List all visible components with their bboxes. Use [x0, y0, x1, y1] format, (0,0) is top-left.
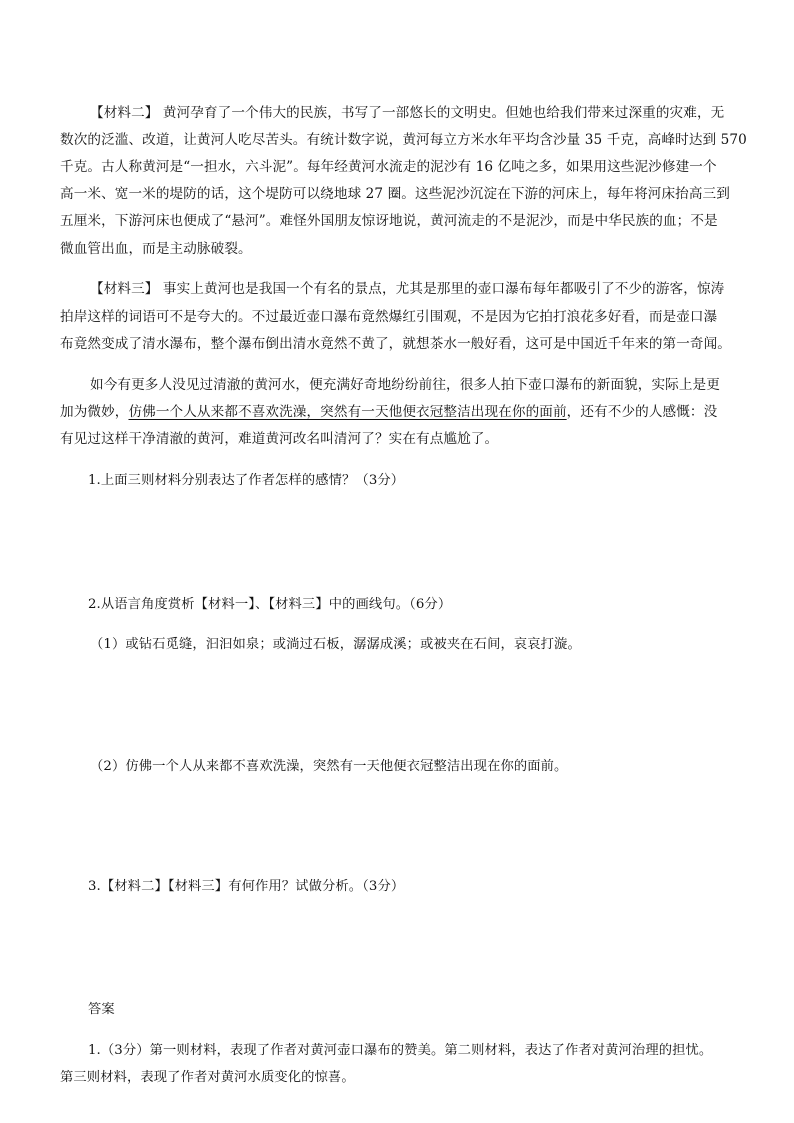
- material3-line-1: 【材料三】 事实上黄河也是我国一个有名的景点，尤其是那里的壶口瀑布每年都吸引了不少的游客，惊涛: [90, 281, 725, 297]
- para2-post-text: ，还有不少的人感慨：没: [566, 404, 718, 420]
- material2-line-6: 微血管出血，而是主动脉破裂。: [60, 241, 252, 257]
- material2-line-5: 五厘米，下游河床也便成了“悬河”。难怪外国朋友惊讶地说，黄河流走的不是泥沙，而是中华民族的血；不是: [60, 213, 718, 229]
- para2-pre-text: 加为微妙，: [60, 404, 129, 420]
- answer-1-line-2: 第三则材料，表现了作者对黄河水质变化的惊喜。: [60, 1070, 355, 1085]
- material2-line-4: 高一米、宽一米的堤防的话，这个堤防可以绕地球 27 圈。这些泥沙沉淀在下游的河床上，每年将河床抬高三到: [60, 186, 730, 202]
- question-1: 1.上面三则材料分别表达了作者怎样的感情？（3分）: [88, 473, 405, 488]
- material3-para2-line-3: 有见过这样干净清澈的黄河，难道黄河改名叫清河了？实在有点尴尬了。: [60, 431, 499, 447]
- question-2: 2.从语言角度赏析【材料一】、【材料三】中的画线句。（6分）: [88, 597, 452, 612]
- question-2-part-1: （1）或钻石觅缝，汩汩如泉；或淌过石板，潺潺成溪；或被夹在石间，哀哀打漩。: [90, 637, 581, 652]
- question-2-part-2: （2）仿佛一个人从来都不喜欢洗澡，突然有一天他便衣冠整洁出现在你的面前。: [90, 759, 568, 774]
- material2-line-2: 数次的泛滥、改道，让黄河人吃尽苦头。有统计数字说，黄河每立方米水年平均含沙量 35 千克，高峰时达到 570: [60, 132, 747, 148]
- material3-line-2: 拍岸这样的词语可不是夸大的。不过最近壶口瀑布竟然爆红引围观，不是因为它拍打浪花多好看，而是壶口瀑: [60, 309, 718, 325]
- answer-1-line-1: 1.（3分）第一则材料，表现了作者对黄河壶口瀑布的赞美。第二则材料，表达了作者对黄河治理的担忧。: [88, 1043, 713, 1058]
- material3-line-3: 布竟然变成了清水瀑布，整个瀑布倒出清水竟然不黄了，就想茶水一般好看，这可是中国近千年来的第一奇闻。: [60, 336, 731, 352]
- material2-line-3: 千克。古人称黄河是“一担水，六斗泥”。每年经黄河水流走的泥沙有 16 亿吨之多，如果用这些泥沙修建一个: [60, 159, 717, 175]
- answers-heading: 答案: [88, 1002, 115, 1017]
- material2-line-1: 【材料二】 黄河孕育了一个伟大的民族，书写了一部悠长的文明史。但她也给我们带来过深重的灾难，无: [90, 105, 725, 121]
- question-3: 3.【材料二】【材料三】有何作用？试做分析。（3分）: [88, 879, 405, 894]
- material3-para2-line-1: 如今有更多人没见过清澈的黄河水，便充满好奇地纷纷前往，很多人拍下壶口瀑布的新面貌，实际上是更: [90, 377, 720, 393]
- underlined-sentence: 仿佛一个人从来都不喜欢洗澡，突然有一天他便衣冠整洁出现在你的面前: [128, 404, 567, 420]
- material3-para2-line-2: [60, 403, 717, 421]
